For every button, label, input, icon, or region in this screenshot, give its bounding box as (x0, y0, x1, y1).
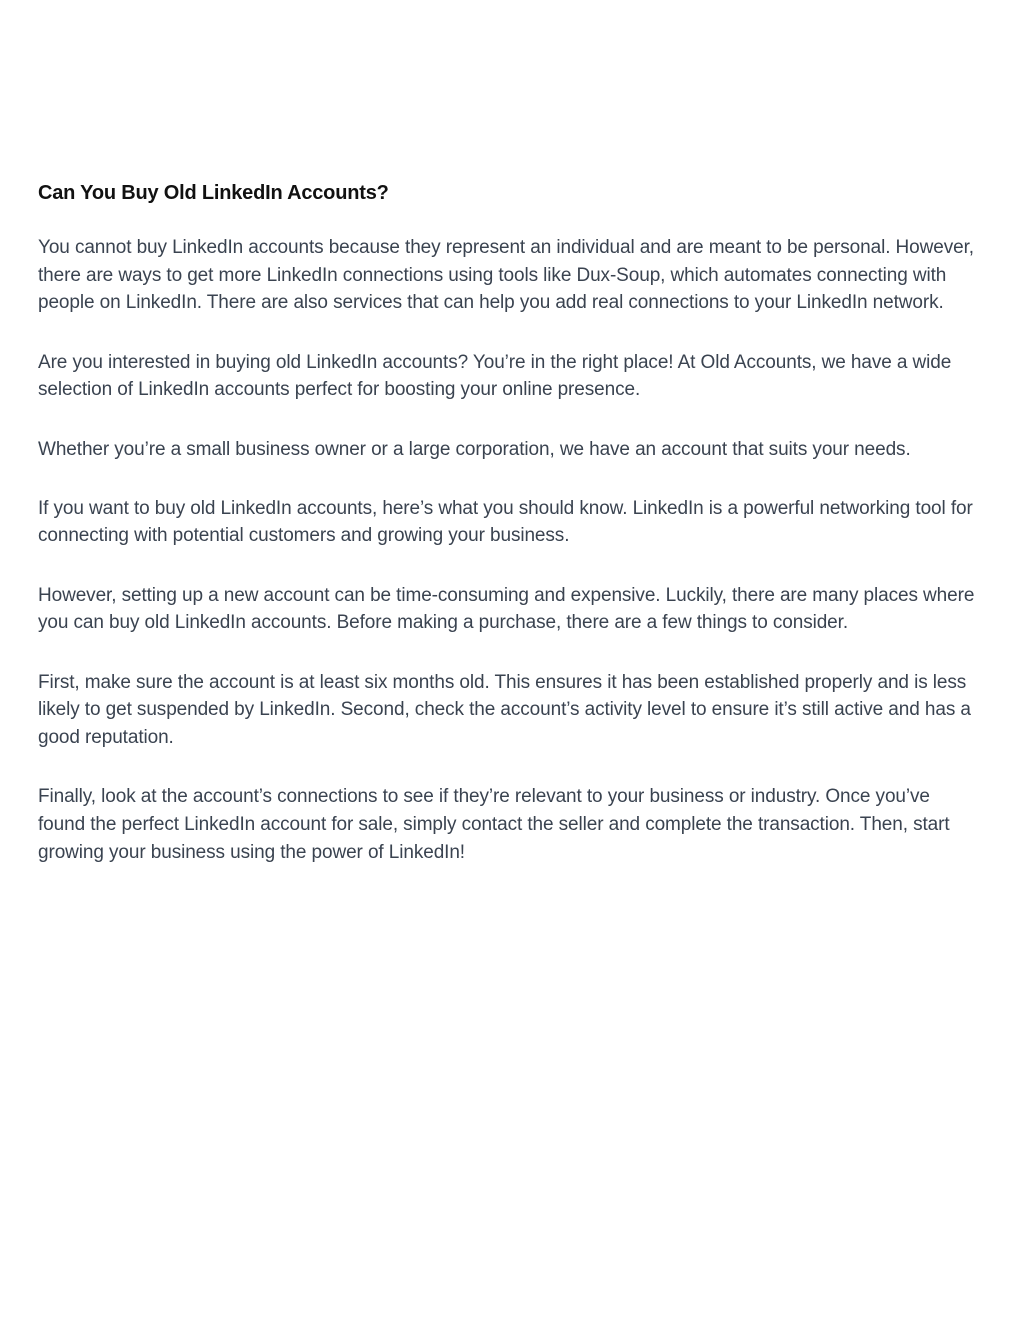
paragraph-1: You cannot buy LinkedIn accounts because they represent an individual and are meant to be personal. However, there are ways to get more LinkedIn connections using tools like Dux-Soup, which automates connecting with people on LinkedIn. There are also services that can help you add real connections to your LinkedIn network. (38, 237, 974, 314)
paragraph-7: Finally, look at the account’s connections to see if they’re relevant to your business or industry. Once you’ve found the perfect LinkedIn account for sale, simply contact the seller and complete the transaction. Then, start growing your business using the power of LinkedIn! (38, 786, 950, 863)
paragraph-5: However, setting up a new account can be time-consuming and expensive. Luckily, there are many places where you can buy old LinkedIn accounts. Before making a purchase, there are a few things to consider. (38, 584, 975, 634)
paragraph-6: First, make sure the account is at least six months old. This ensures it has been established properly and is less likely to get suspended by LinkedIn. Second, check the account’s activity level to ensure it’s still active and has a good reputation. (38, 671, 971, 748)
page-title: Can You Buy Old LinkedIn Accounts? (38, 182, 389, 204)
paragraph-3: Whether you’re a small business owner or a large corporation, we have an account that suits your needs. (38, 438, 911, 460)
paragraph-2: Are you interested in buying old LinkedIn accounts? You’re in the right place! At Old Accounts, we have a wide selection of LinkedIn accounts perfect for boosting your online presence. (38, 351, 952, 401)
paragraph-4: If you want to buy old LinkedIn accounts, here’s what you should know. LinkedIn is a powerful networking tool for connecting with potential customers and growing your business. (38, 497, 973, 547)
document-page (38, 178, 978, 866)
